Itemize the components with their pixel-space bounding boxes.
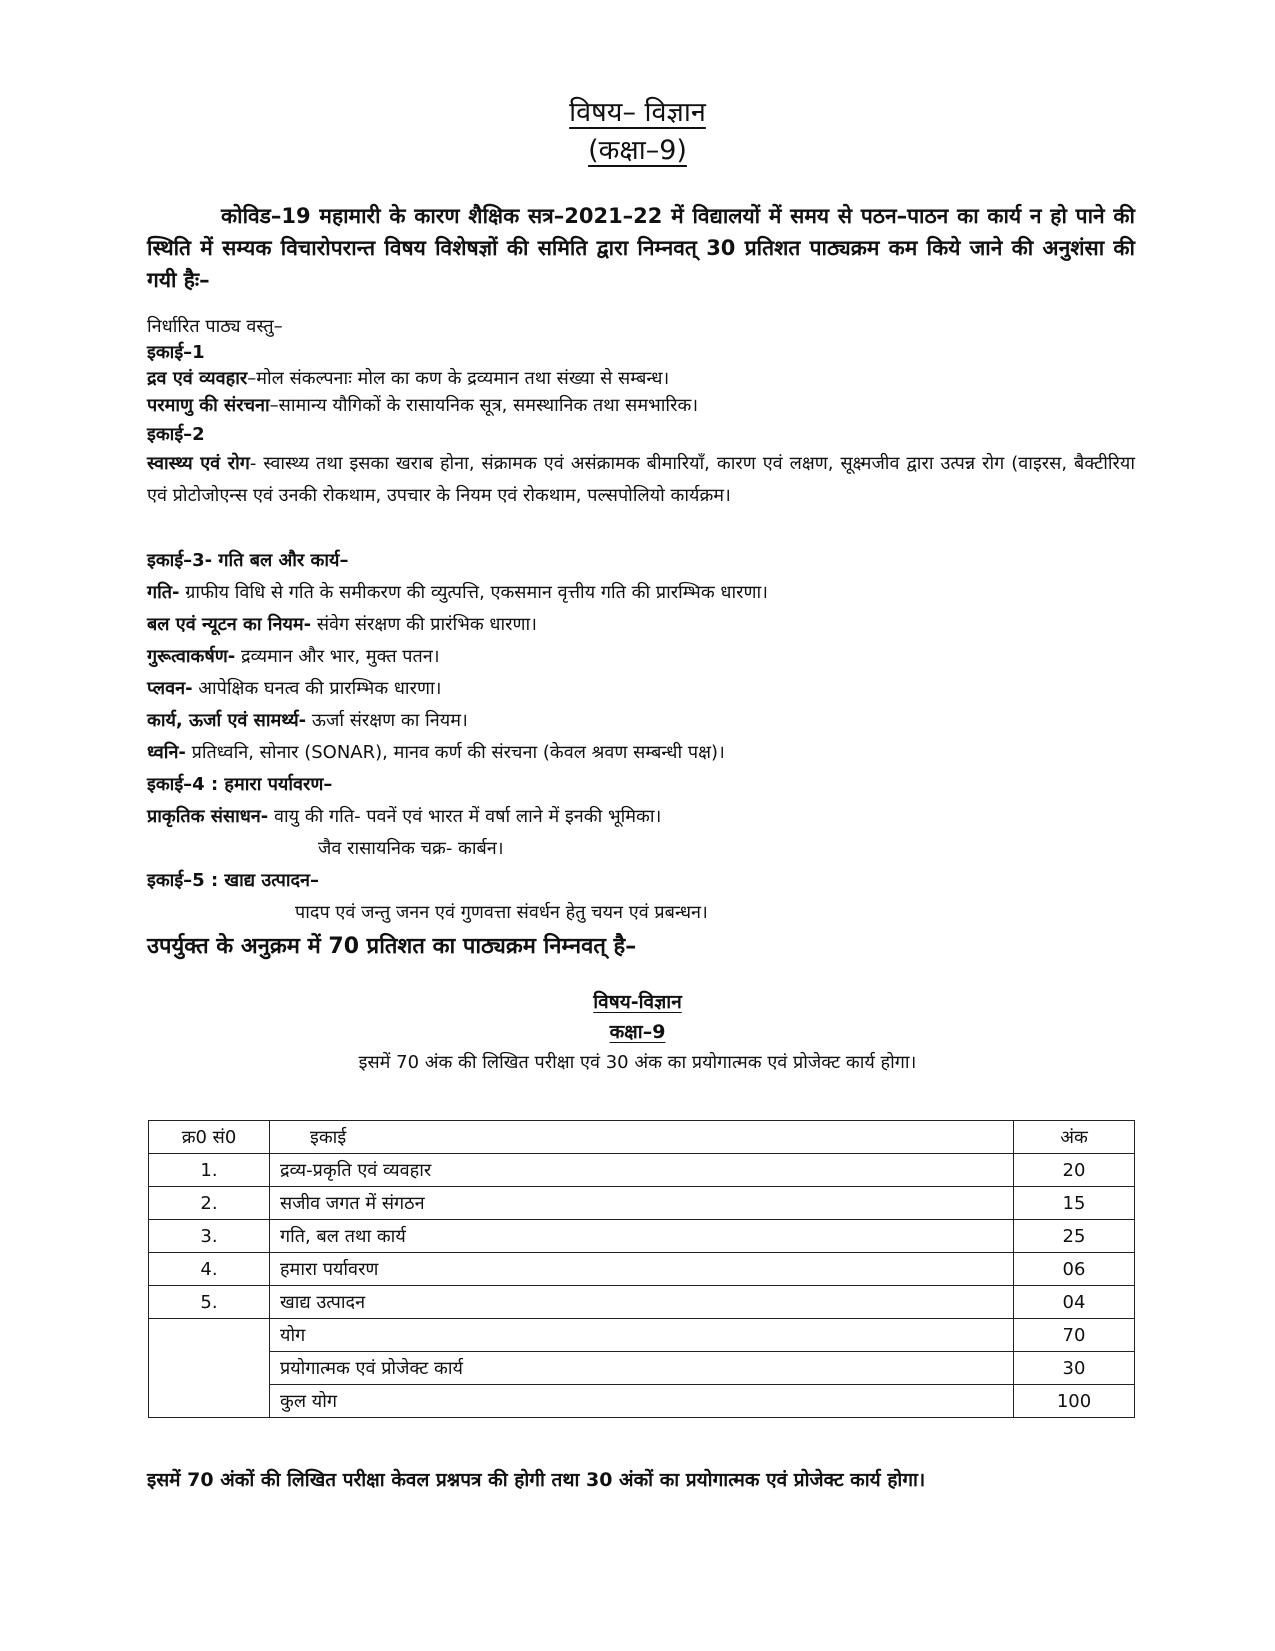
unit1-line1 <box>147 366 669 390</box>
summary-row <box>149 1319 1135 1352</box>
summary-label: कुल योग <box>270 1385 1014 1418</box>
unit1-line1-topic: द्रव एवं व्यवहार <box>147 368 248 389</box>
row-serial: 4. <box>149 1253 270 1286</box>
row-serial: 1. <box>149 1154 270 1187</box>
intro-paragraph: कोविड–19 महामारी के कारण शैक्षिक सत्र–2021–22 में विद्यालयों में समय से पठन–पाठन का कार्य न हो पाने की स्थिति में सम्यक विचारोपरान्त विषय विशेषज्ञों की समिति द्वारा निम्नवत् 30 प्रतिशत पाठ्यक्रम कम किये जाने की अनुशंसा की गयी हैः– <box>147 204 1135 292</box>
unit2-text: - स्वास्थ्य तथा इसका खराब होना, संक्रामक एवं असंक्रामक बीमारियाँ, कारण एवं लक्षण, सूक्ष्मजीव द्वारा उत्पन्न रोग (वाइरस, बैक्टीरिया एवं प्रोटोजोएन्स एवं उनकी रोकथाम, उपचार के नियम एवं रोकथाम, पल्सपोलियो कार्यक्रम। <box>147 453 1135 506</box>
unit3-line2 <box>147 612 537 636</box>
summary-value: 70 <box>1014 1319 1135 1352</box>
table-row <box>149 1154 1135 1187</box>
unit3-line4-topic: प्लवन- <box>147 678 193 699</box>
summary-value: 30 <box>1014 1352 1135 1385</box>
unit4-topic: प्राकृतिक संसाधन- <box>147 806 269 827</box>
summary-label: प्रयोगात्मक एवं प्रोजेक्ट कार्य <box>270 1352 1014 1385</box>
unit3-line3 <box>147 644 440 668</box>
table-row <box>149 1253 1135 1286</box>
unit3-line6-topic: ध्वनि- <box>147 742 186 763</box>
unit1-line2-text: –सामान्य यौगिकों के रासायनिक सूत्र, समस्थानिक तथा समभारिक। <box>269 395 699 416</box>
subject-subtitle: विषय-विज्ञान <box>593 991 682 1013</box>
table-header-row <box>149 1121 1135 1154</box>
header-serial: क्र0 सं0 <box>149 1121 270 1154</box>
marks-table <box>148 1120 1135 1418</box>
row-serial: 2. <box>149 1187 270 1220</box>
unit1-title: इकाई–1 <box>147 342 205 363</box>
unit3-line3-text: द्रव्यमान और भार, मुक्त पतन। <box>235 646 440 667</box>
unit3-title: इकाई–3- गति बल और कार्य– <box>147 550 349 571</box>
row-unit: गति, बल तथा कार्य <box>270 1220 1014 1253</box>
row-serial: 5. <box>149 1286 270 1319</box>
unit1-line2-topic: परमाणु की संरचना <box>147 395 270 416</box>
unit5-title: इकाई–5 : खाद्य उत्पादन– <box>147 870 320 891</box>
row-unit: सजीव जगत में संगठन <box>270 1187 1014 1220</box>
row-marks: 20 <box>1014 1154 1135 1187</box>
header-marks: अंक <box>1014 1121 1135 1154</box>
unit2-title: इकाई–2 <box>147 424 205 445</box>
row-marks: 06 <box>1014 1253 1135 1286</box>
table-row <box>149 1187 1135 1220</box>
unit4-line1 <box>147 804 661 828</box>
summary-empty-cell <box>149 1319 270 1418</box>
unit3-line5-topic: कार्य, ऊर्जा एवं सामर्थ्य- <box>147 710 307 731</box>
unit3-line2-topic: बल एवं न्यूटन का नियम- <box>147 614 312 635</box>
unit4-text: वायु की गति- पवनें एवं भारत में वर्षा लाने में इनकी भूमिका। <box>268 806 662 827</box>
unit5-text: पादप एवं जन्तु जनन एवं गुणवत्ता संवर्धन हेतु चयन एवं प्रबन्धन। <box>295 902 708 923</box>
summary-label: योग <box>270 1319 1014 1352</box>
removed-content-heading: निर्धारित पाठ्य वस्तु– <box>147 316 283 337</box>
unit3-line5-text: ऊर्जा संरक्षण का नियम। <box>306 710 468 731</box>
unit4-title: इकाई–4 : हमारा पर्यावरण– <box>147 774 333 795</box>
row-marks: 25 <box>1014 1220 1135 1253</box>
unit3-line4 <box>147 676 441 700</box>
summary-row <box>149 1352 1135 1385</box>
summary-row <box>149 1385 1135 1418</box>
unit1-line1-text: –मोल संकल्पनाः मोल का कण के द्रव्यमान तथा संख्या से सम्बन्ध। <box>247 368 670 389</box>
unit1-line2 <box>147 393 698 417</box>
unit2-topic: स्वास्थ्य एवं रोग <box>147 453 250 474</box>
unit4-line2: जैव रासायनिक चक्र- कार्बन। <box>318 838 504 859</box>
table-row <box>149 1220 1135 1253</box>
unit3-line1-topic: गति- <box>147 582 180 603</box>
row-unit: द्रव्य-प्रकृति एवं व्यवहार <box>270 1154 1014 1187</box>
unit3-line3-topic: गुरूत्वाकर्षण- <box>147 646 236 667</box>
unit3-line1 <box>147 580 768 604</box>
unit2-paragraph <box>147 448 1135 512</box>
unit3-line1-text: ग्राफीय विधि से गति के समीकरण की व्युत्पत्ति, एकसमान वृत्तीय गति की प्रारम्भिक धारणा। <box>179 582 768 603</box>
page-title: विषय– विज्ञान <box>569 97 706 128</box>
row-marks: 04 <box>1014 1286 1135 1319</box>
unit3-line4-text: आपेक्षिक घनत्व की प्रारम्भिक धारणा। <box>192 678 442 699</box>
row-unit: हमारा पर्यावरण <box>270 1253 1014 1286</box>
header-unit: इकाई <box>270 1121 1014 1154</box>
seventy-percent-heading: उपर्युक्त के अनुक्रम में 70 प्रतिशत का पाठ्यक्रम निम्नवत् है– <box>147 934 637 959</box>
table-row <box>149 1286 1135 1319</box>
row-serial: 3. <box>149 1220 270 1253</box>
row-marks: 15 <box>1014 1187 1135 1220</box>
unit3-line5 <box>147 708 468 732</box>
unit3-line6-text: प्रतिध्वनि, सोनार (SONAR), मानव कर्ण की संरचना (केवल श्रवण सम्बन्धी पक्ष)। <box>185 742 725 763</box>
row-unit: खाद्य उत्पादन <box>270 1286 1014 1319</box>
class-label: (कक्षा–9) <box>588 135 687 166</box>
summary-value: 100 <box>1014 1385 1135 1418</box>
marks-note: इसमें 70 अंक की लिखित परीक्षा एवं 30 अंक का प्रयोगात्मक एवं प्रोजेक्ट कार्य होगा। <box>358 1052 917 1073</box>
class-subtitle: कक्षा–9 <box>609 1021 666 1043</box>
unit3-line2-text: संवेग संरक्षण की प्रारंभिक धारणा। <box>311 614 537 635</box>
unit3-line6 <box>147 740 725 764</box>
footer-note: इसमें 70 अंकों की लिखित परीक्षा केवल प्रश्नपत्र की होगी तथा 30 अंकों का प्रयोगात्मक एवं प्रोजेक्ट कार्य होगा। <box>147 1469 926 1491</box>
